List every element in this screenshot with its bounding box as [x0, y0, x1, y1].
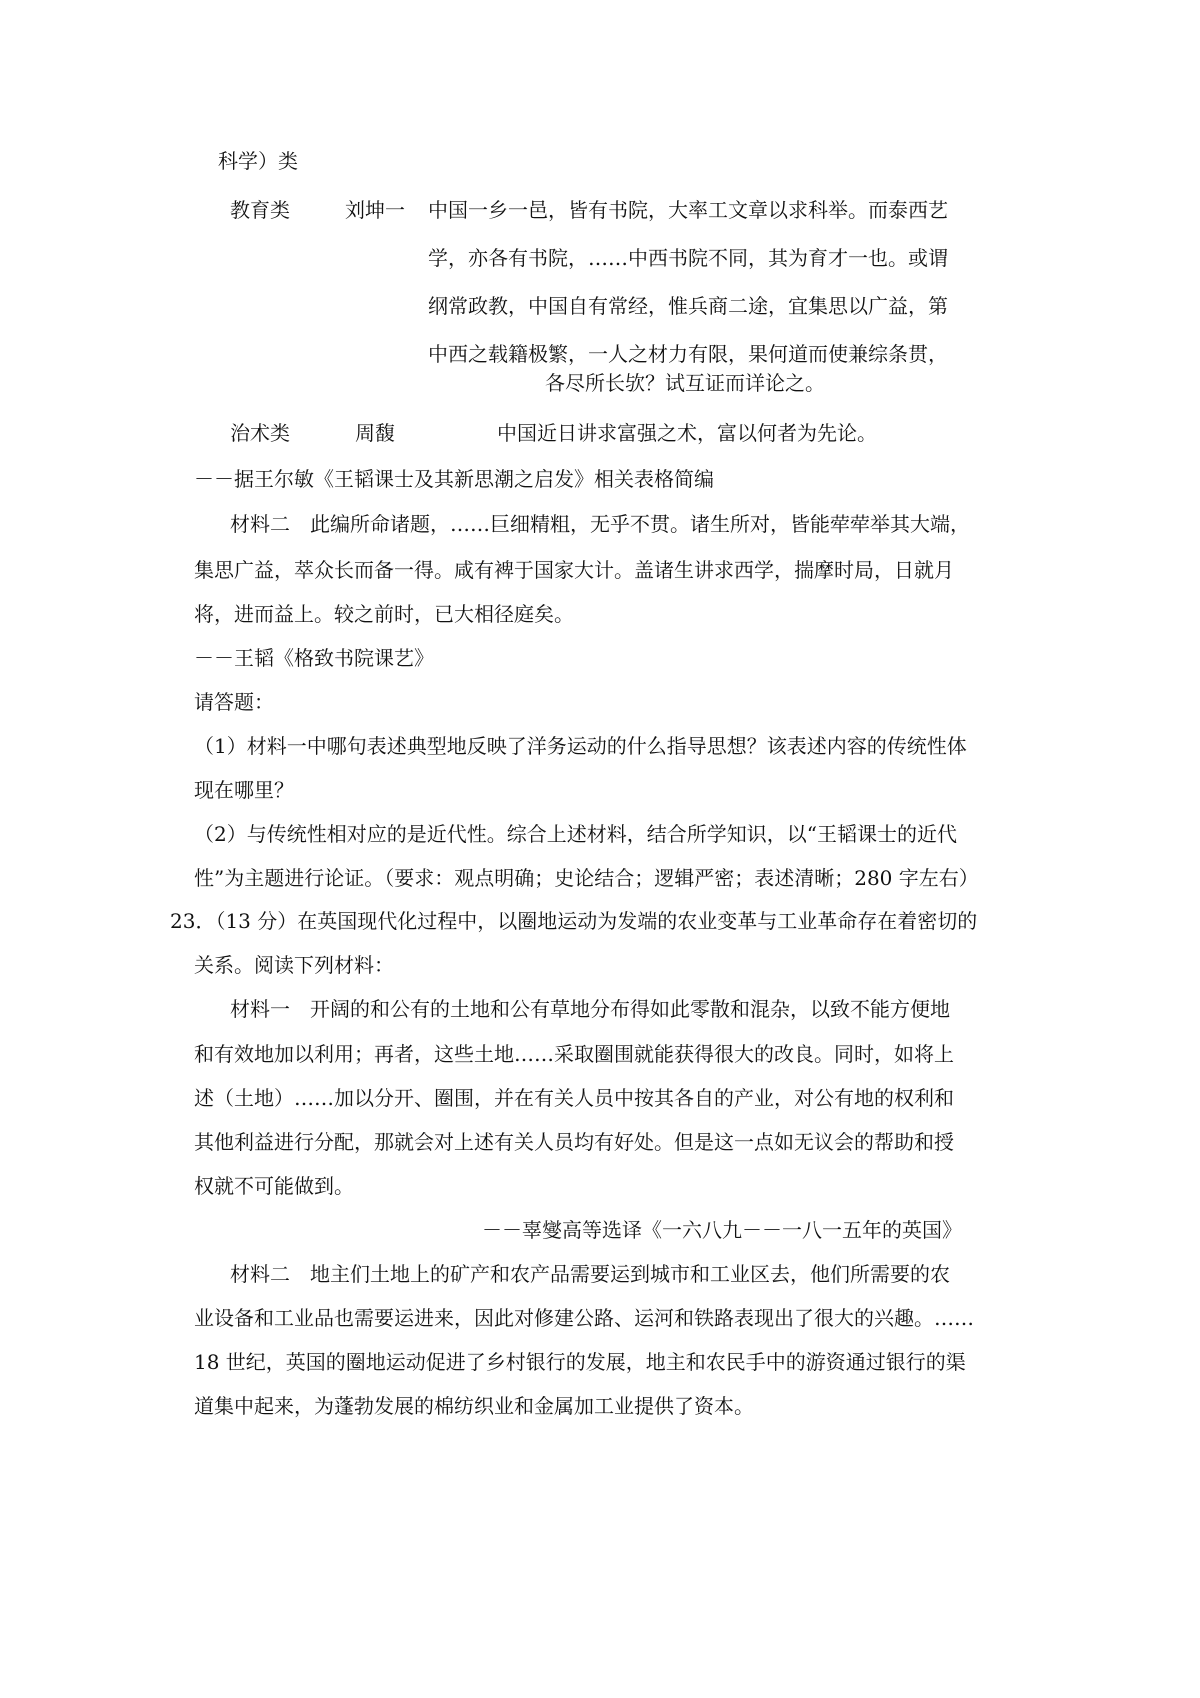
q22-material2-line: 将，进而益上。较之前时，已大相径庭矣。: [194, 602, 574, 626]
table-question-line: 纲常政教，中国自有常经，惟兵商二途，宜集思以广益，第: [428, 294, 948, 318]
q23-stem-line: 关系。阅读下列材料：: [194, 953, 394, 977]
q23-material1-line: 和有效地加以利用；再者，这些土地……采取圈围就能获得很大的改良。同时，如将上: [194, 1042, 954, 1066]
q23-material1-source: －－辜燮高等选译《一六八九－－一八一五年的英国》: [482, 1218, 962, 1242]
q23-material2-line: 18 世纪，英国的圈地运动促进了乡村银行的发展，地主和农民手中的游资通过银行的渠: [194, 1350, 966, 1374]
q23-material1-line: 其他利益进行分配，那就会对上述有关人员均有好处。但是这一点如无议会的帮助和授: [194, 1130, 954, 1154]
q22-material2-line: 集思广益，萃众长而备一得。咸有裨于国家大计。盖诸生讲求西学，揣摩时局，日就月: [194, 558, 954, 582]
q22-material2-source: －－王韬《格致书院课艺》: [194, 646, 434, 670]
q22-sub2-line: 性”为主题进行论证。（要求：观点明确；史论结合；逻辑严密；表述清晰；280 字左右）: [194, 866, 979, 890]
q23-material2-line: 材料二 地主们土地上的矿产和农产品需要运到城市和工业区去，他们所需要的农: [230, 1262, 950, 1286]
q23-material1-line: 述（土地）……加以分开、圈围，并在有关人员中按其各自的产业，对公有地的权利和: [194, 1086, 954, 1110]
table-question-line: 中国一乡一邑，皆有书院，大率工文章以求科举。而泰西艺: [428, 198, 948, 222]
q23-material1-line: 权就不可能做到。: [194, 1174, 354, 1198]
table-author-liu: 刘坤一: [345, 198, 405, 222]
table-question-line: 各尽所长欤？试互证而详论之。: [545, 371, 825, 395]
table-category-tail: 科学）类: [218, 149, 298, 173]
q22-sub1-line: （1）材料一中哪句表述典型地反映了洋务运动的什么指导思想？该表述内容的传统性体: [194, 734, 967, 758]
table-question-line: 中西之载籍极繁，一人之材力有限，果何道而使兼综条贯，: [428, 342, 948, 366]
q23-material2-line: 业设备和工业品也需要运进来，因此对修建公路、运河和铁路表现出了很大的兴趣。……: [194, 1306, 974, 1330]
q22-sub1-line: 现在哪里？: [194, 778, 294, 802]
table-question-line: 中国近日讲求富强之术，富以何者为先论。: [497, 421, 877, 445]
q23-stem-line: 23．（13 分）在英国现代化过程中，以圈地运动为发端的农业变革与工业革命存在着密切的: [170, 909, 978, 933]
table-category-governance: 治术类: [230, 421, 290, 445]
table-author-zhou: 周馥: [355, 421, 395, 445]
q22-sub2-line: （2）与传统性相对应的是近代性。综合上述材料，结合所学知识，以“王韬课士的近代: [194, 822, 957, 846]
table-question-line: 学，亦各有书院，……中西书院不同，其为育才一也。或谓: [428, 246, 948, 270]
table-source: －－据王尔敏《王韬课士及其新思潮之启发》相关表格简编: [194, 467, 714, 491]
q22-material2-line: 材料二 此编所命诸题，……巨细精粗，无乎不贯。诸生所对，皆能荦荦举其大端，: [230, 512, 970, 536]
q22-prompt: 请答题：: [194, 690, 274, 714]
q23-material1-line: 材料一 开阔的和公有的土地和公有草地分布得如此零散和混杂，以致不能方便地: [230, 997, 950, 1021]
table-category-education: 教育类: [230, 198, 290, 222]
q23-material2-line: 道集中起来，为蓬勃发展的棉纺织业和金属加工业提供了资本。: [194, 1394, 754, 1418]
